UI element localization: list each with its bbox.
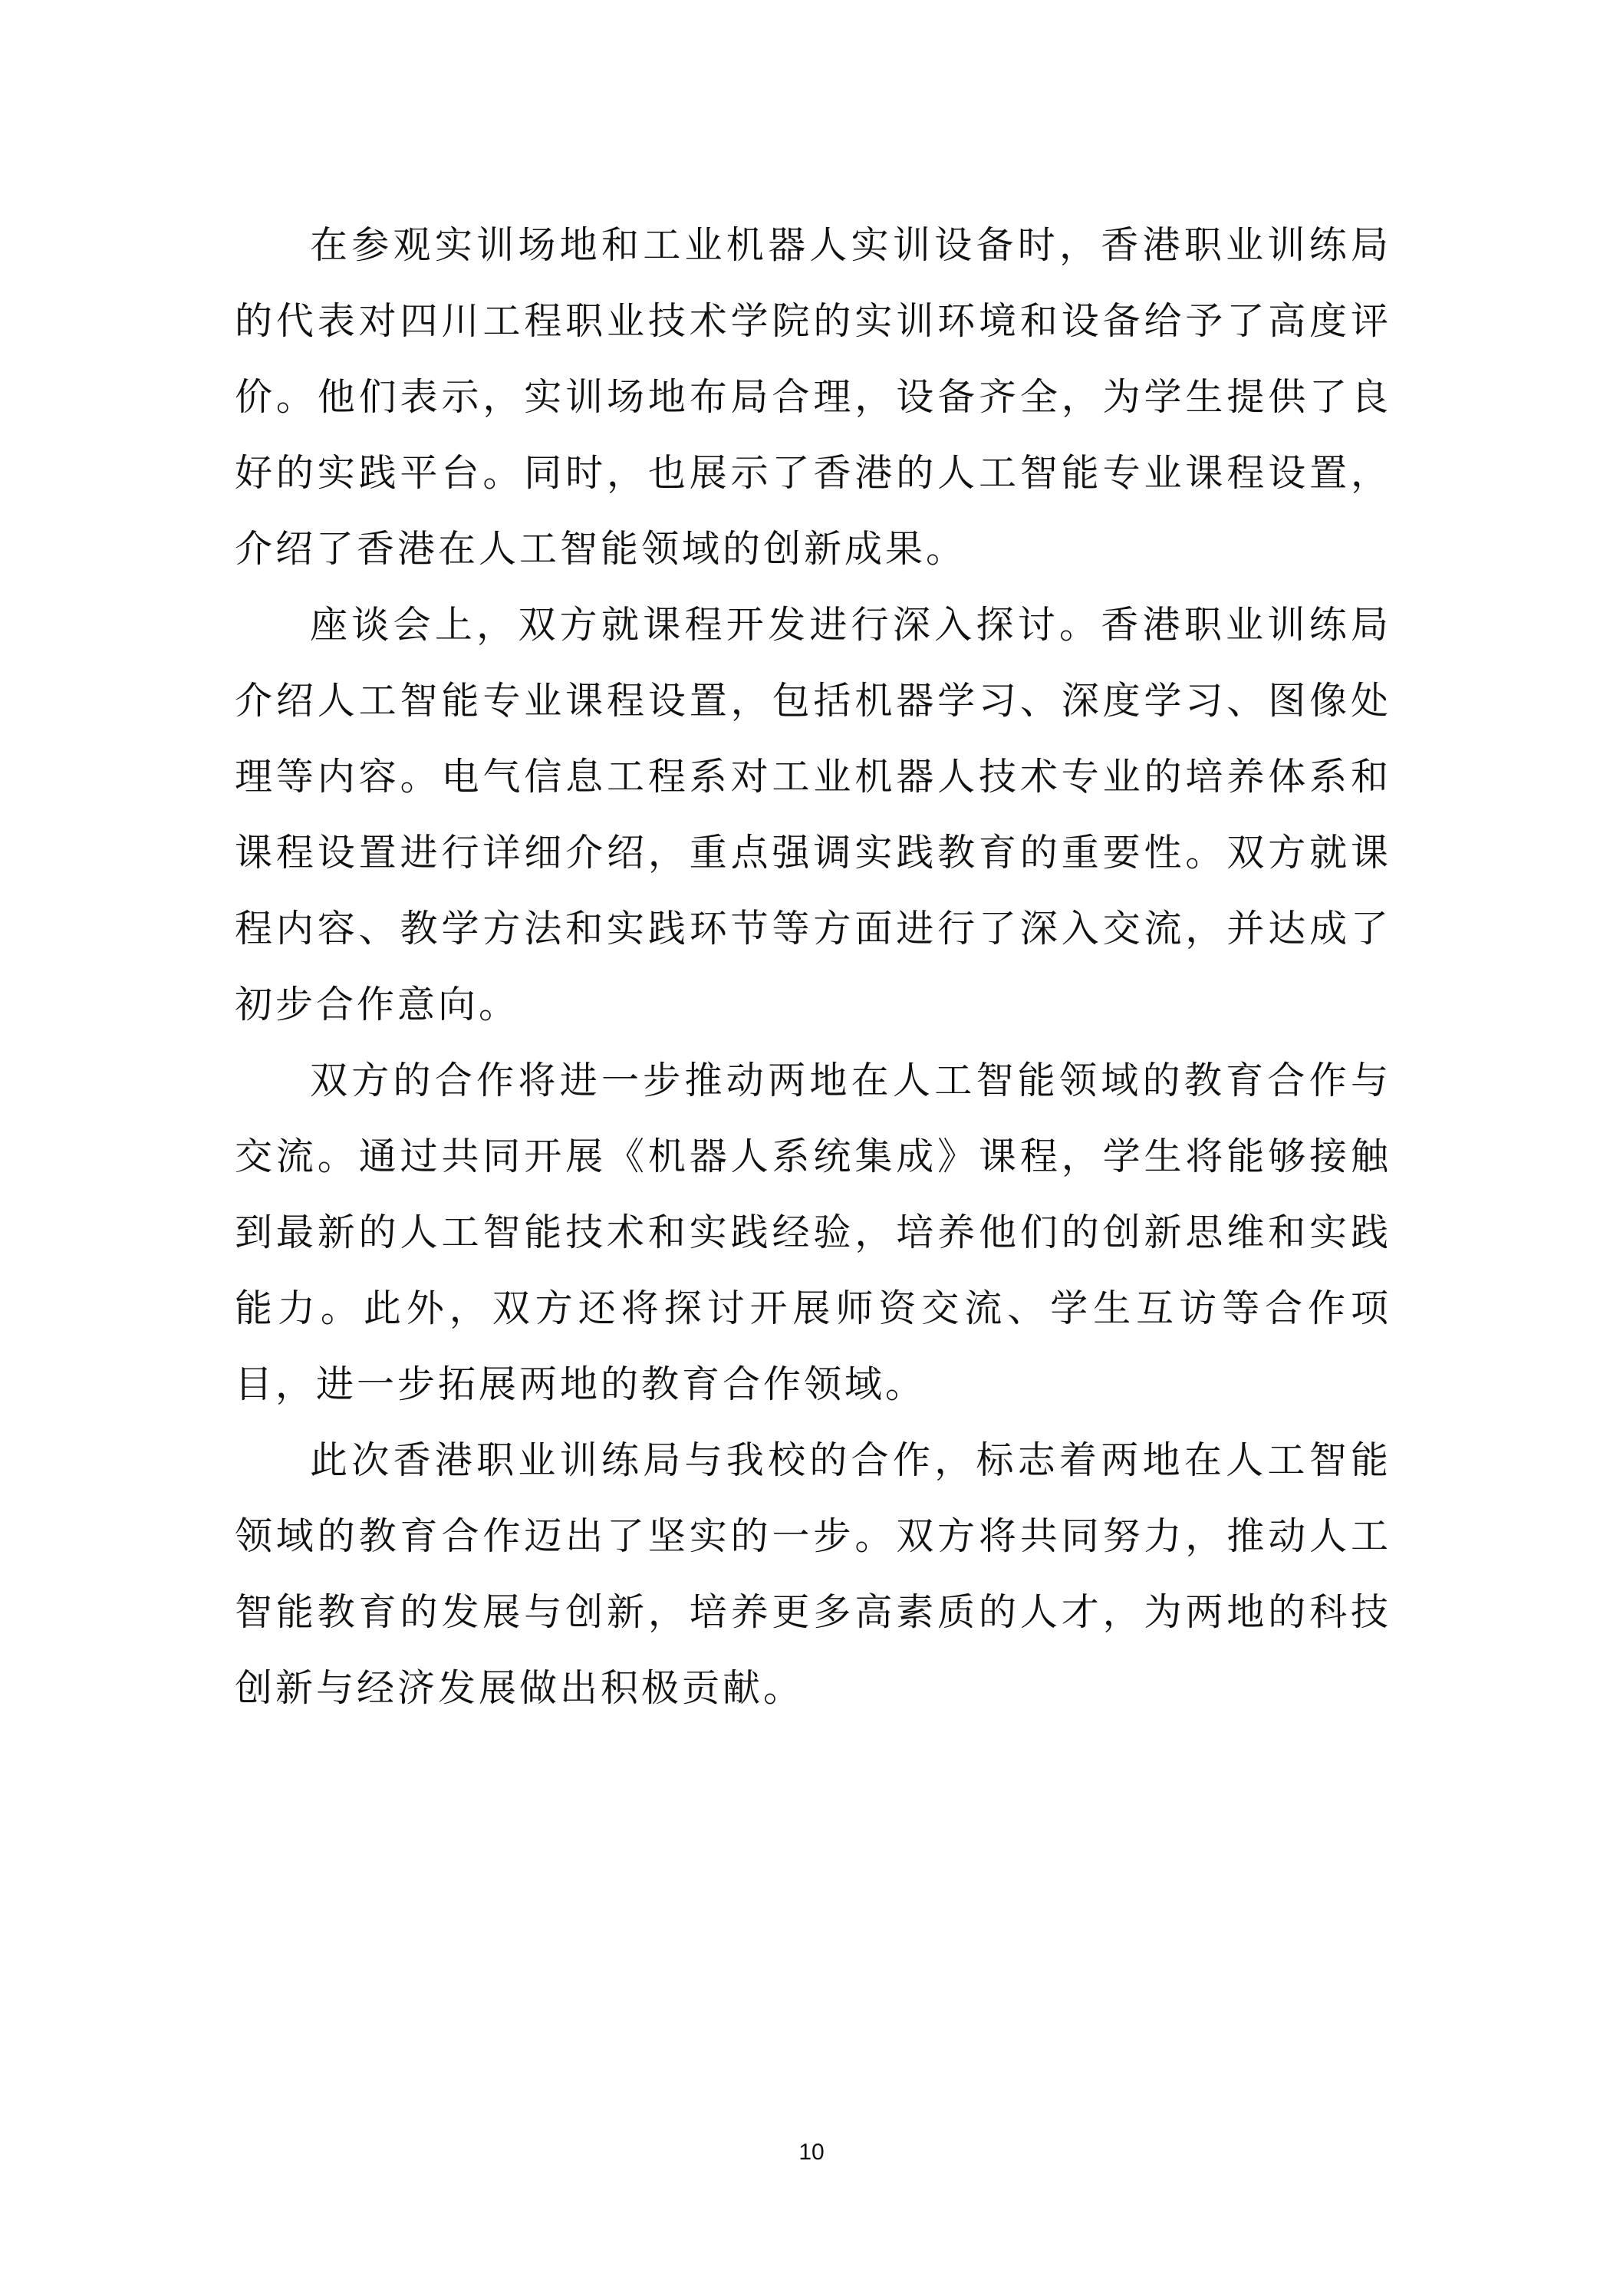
- body-text: [235, 207, 1391, 1726]
- paragraph-4: 此次香港职业训练局与我校的合作，标志着两地在人工智能领域的教育合作迈出了坚实的一步。双方将共同努力，推动人工智能教育的发展与创新，培养更多高素质的人才，为两地的科技创新与经济发展做出积极贡献。: [235, 1438, 1391, 1710]
- paragraph-3: 双方的合作将进一步推动两地在人工智能领域的教育合作与交流。通过共同开展《机器人系统集成》课程，学生将能够接触到最新的人工智能技术和实践经验，培养他们的创新思维和实践能力。此外，双方还将探讨开展师资交流、学生互访等合作项目，进一步拓展两地的教育合作领域。: [235, 1059, 1391, 1406]
- page-number: 10: [798, 2140, 825, 2165]
- paragraph-1: 在参观实训场地和工业机器人实训设备时，香港职业训练局的代表对四川工程职业技术学院的实训环境和设备给予了高度评价。他们表示，实训场地布局合理，设备齐全，为学生提供了良好的实践平台。同时，也展示了香港的人工智能专业课程设置，介绍了香港在人工智能领域的创新成果。: [235, 223, 1391, 571]
- paragraph-2: 座谈会上，双方就课程开发进行深入探讨。香港职业训练局介绍人工智能专业课程设置，包括机器学习、深度学习、图像处理等内容。电气信息工程系对工业机器人技术专业的培养体系和课程设置进行详细介绍，重点强调实践教育的重要性。双方就课程内容、教学方法和实践环节等方面进行了深入交流，并达成了初步合作意向。: [235, 603, 1391, 1026]
